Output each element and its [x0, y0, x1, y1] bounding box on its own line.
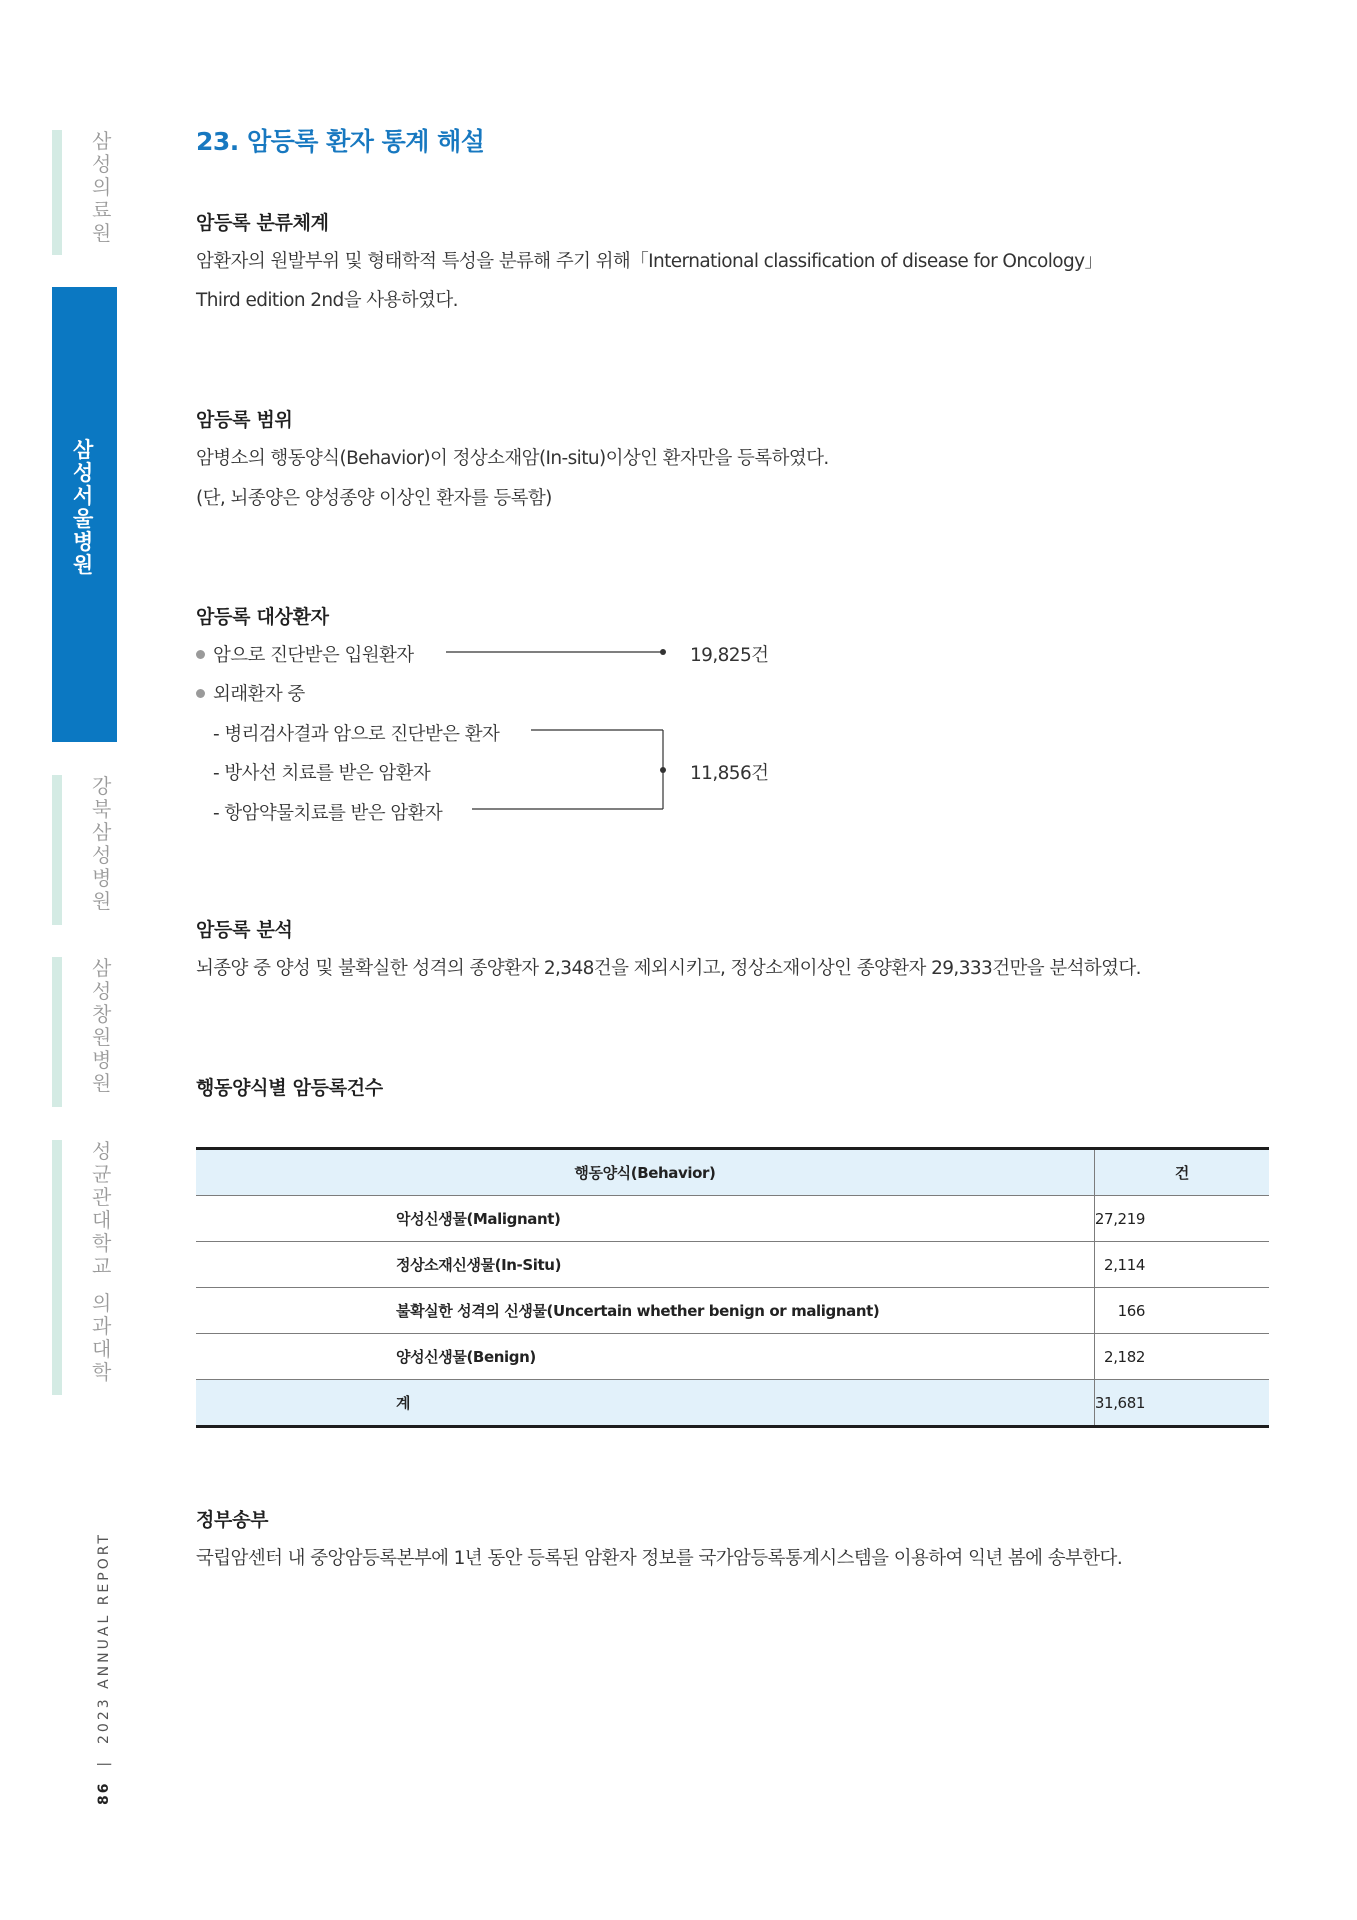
tab-indicator-bar	[52, 130, 62, 255]
tab-label-char: 교	[92, 1254, 112, 1278]
outpatient-subitem-2: - 방사선 치료를 받은 암환자	[213, 763, 431, 784]
page-separator: |	[96, 1751, 112, 1775]
tab-label-char: 원	[92, 1025, 112, 1049]
classification-heading: 암등록 분류체계	[196, 212, 329, 234]
tab-label-char: 료	[92, 198, 112, 222]
tab-label-char: 학	[92, 1360, 112, 1384]
page-footer-label	[96, 1532, 112, 1805]
behavior-table-heading: 행동양식별 암등록건수	[196, 1077, 383, 1099]
classification-text-line-1: 암환자의 원발부위 및 형태학적 특성을 분류해 주기 위해「International classification of disease for Oncology」	[196, 251, 1103, 272]
row-value: 2,114	[1094, 1242, 1269, 1288]
analysis-heading: 암등록 분석	[196, 919, 293, 941]
tab-label-char: 학	[92, 1231, 112, 1255]
tab-label-char: 원	[92, 889, 112, 913]
page-title: 23. 암등록 환자 통계 해설	[196, 127, 485, 156]
total-value: 31,681	[1094, 1380, 1269, 1427]
sidebar-tab-label	[92, 775, 111, 913]
tab-label-char: 성	[73, 461, 94, 485]
sidebar-tab-skku-medicine[interactable]	[52, 1140, 118, 1395]
outpatient-subitem-3: - 항암약물치료를 받은 암환자	[213, 803, 443, 824]
tab-label-char: 울	[73, 507, 94, 531]
column-header-count: 건	[1094, 1149, 1269, 1196]
scope-heading: 암등록 범위	[196, 409, 293, 431]
tab-label-char: 성	[92, 843, 112, 867]
sidebar-tab-samsung-seoul-hospital[interactable]	[52, 287, 117, 742]
row-label: 악성신생물(Malignant)	[196, 1196, 1094, 1242]
outpatient-count: 11,856건	[690, 763, 769, 784]
tab-label-char: 의	[92, 175, 112, 199]
row-label: 정상소재신생물(In-Situ)	[196, 1242, 1094, 1288]
row-value: 166	[1094, 1288, 1269, 1334]
government-heading: 정부송부	[196, 1509, 269, 1531]
inpatient-count: 19,825건	[690, 645, 769, 666]
tab-label-char: 관	[92, 1185, 112, 1209]
tab-label-char: 창	[92, 1002, 112, 1026]
row-value: 2,182	[1094, 1334, 1269, 1380]
page-number: 86	[96, 1781, 112, 1805]
tab-label-char: 병	[92, 866, 112, 890]
target-heading: 암등록 대상환자	[196, 606, 329, 628]
tab-label-char	[98, 1278, 104, 1292]
tab-label-char: 북	[92, 797, 112, 821]
government-text: 국립암센터 내 중앙암등록본부에 1년 동안 등록된 암환자 정보를 국가암등록통계시스템을 이용하여 익년 봄에 송부한다.	[196, 1548, 1123, 1569]
table-header-row	[196, 1149, 1269, 1196]
table-row	[196, 1288, 1269, 1334]
outpatient-label: 외래환자 중	[213, 684, 305, 705]
tab-label-char: 대	[92, 1208, 112, 1232]
table-total-row	[196, 1380, 1269, 1427]
tab-label-char: 과	[92, 1314, 112, 1338]
sidebar-tab-label	[92, 1140, 111, 1384]
table-row	[196, 1196, 1269, 1242]
tab-label-char: 성	[92, 152, 112, 176]
sidebar-tab-label	[92, 957, 111, 1095]
tab-label-char: 균	[92, 1162, 112, 1186]
tab-indicator-bar	[52, 1140, 62, 1395]
scope-text-line-1: 암병소의 행동양식(Behavior)이 정상소재암(In-situ)이상인 환자만을 등록하였다.	[196, 448, 829, 469]
tab-label-char: 삼	[73, 438, 94, 462]
tab-label-char: 성	[92, 979, 112, 1003]
tab-label-char: 성	[92, 1139, 112, 1163]
table-row	[196, 1334, 1269, 1380]
column-header-behavior: 행동양식(Behavior)	[196, 1149, 1094, 1196]
sidebar-tab-label	[73, 439, 93, 577]
sidebar-tab-samsung-changwon-hospital[interactable]	[52, 957, 118, 1107]
target-connector-lines	[196, 620, 696, 860]
scope-text-line-2: (단, 뇌종양은 양성종양 이상인 환자를 등록함)	[196, 488, 552, 509]
tab-label-char: 대	[92, 1337, 112, 1361]
row-value: 27,219	[1094, 1196, 1269, 1242]
outpatient-subitem-1: - 병리검사결과 암으로 진단받은 환자	[213, 724, 500, 745]
tab-label-char: 원	[73, 553, 94, 577]
classification-text-line-2: Third edition 2nd을 사용하였다.	[196, 290, 458, 311]
sidebar-tab-samsung-medical-center[interactable]	[52, 130, 118, 255]
report-title: 2023 ANNUAL REPORT	[96, 1532, 112, 1744]
tab-label-char: 서	[73, 484, 94, 508]
table-row	[196, 1242, 1269, 1288]
inpatient-label: 암으로 진단받은 입원환자	[213, 645, 414, 666]
total-label: 계	[196, 1380, 1094, 1427]
tab-label-char: 삼	[92, 820, 112, 844]
tab-label-char: 삼	[92, 129, 112, 153]
tab-label-char: 강	[92, 774, 112, 798]
tab-label-char: 원	[92, 1071, 112, 1095]
tab-indicator-bar	[52, 957, 62, 1107]
row-label: 양성신생물(Benign)	[196, 1334, 1094, 1380]
sidebar-tab-label	[92, 130, 111, 245]
behavior-table	[196, 1147, 1269, 1428]
tab-indicator-bar	[52, 775, 62, 925]
sidebar-tab-kangbuk-samsung-hospital[interactable]	[52, 775, 118, 925]
analysis-text: 뇌종양 중 양성 및 불확실한 성격의 종양환자 2,348건을 제외시키고, 정상소재이상인 종양환자 29,333건만을 분석하였다.	[196, 958, 1141, 979]
tab-label-char: 의	[92, 1291, 112, 1315]
tab-label-char: 병	[73, 530, 94, 554]
tab-label-char: 원	[92, 221, 112, 245]
tab-label-char: 병	[92, 1048, 112, 1072]
tab-label-char: 삼	[92, 956, 112, 980]
row-label: 불확실한 성격의 신생물(Uncertain whether benign or malignant)	[196, 1288, 1094, 1334]
